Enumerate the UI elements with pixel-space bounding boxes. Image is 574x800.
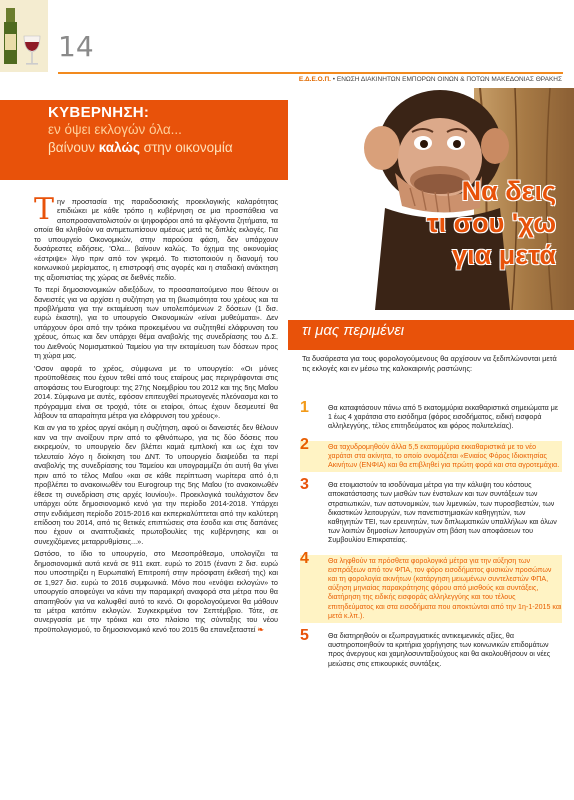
- org-name: • ΕΝΩΣΗ ΔΙΑΚΙΝΗΤΩΝ ΕΜΠΟΡΩΝ ΟΙΝΩΝ & ΠΟΤΩΝ ΜΑΚΕΔΟΝΙΑΣ ΘΡΑΚΗΣ: [332, 76, 562, 83]
- paragraph-1-text: ην προστασία της παραδοσιακής προεκλογικής καλαρότητας επιδιώκει με κάθε τρόπο η κυβέρνηση σε μια προσπάθεια να αποπροσανατολιστούν οι ψηφοφόροι από τα φλέγοντα ζητήματα, τα οποία θα κληθούν να αντιμετωπίσουν αμέσως μετά τις διπλές εκλογές. Για το υπουργείο Οικονομικών, στην παρούσα φάση, δεν υπάρχουν δυσάρεστες ειδήσεις. 'Ολα... βαίνουν καλώς. Το όχημα της οικονομίας «έστριψε» λίγο πριν από τον γκρεμό. Το πιστοποιούν η διανομή του κοινωνικού μερίσματος, η επιστροφή στις αγορές και η σταδιακή ανάκτηση της αξιοπιστίας της χώρας σε διεθνές πεδίο.: [34, 197, 278, 282]
- list-item-number: 5: [300, 627, 309, 645]
- subheadline-2c: στην οικονομία: [139, 140, 233, 155]
- list-item-text: Θα ληφθούν τα πρόσθετα φορολογικά μέτρα για την αύξηση των εισπράξεων από τον ΦΠΑ, τον φόρο εισοδήματος φυσικών προσώπων και τη φορολογία ακινήτων (κατάργηση μειωμένων συντελεστών ΦΠΑ, αύξηση μηνιαίας παρακράτησης φόρου από μισθούς και συντάξεις, διατήρηση της ειδικής εισφοράς αλληλεγγύης και του τέλους επιτηδεύματος και στα εισοδήματα που αποκτώνται από την 1η-1-2015 και μετά κ.λπ.).: [328, 556, 562, 620]
- sidebar-title: τι μας περιμένει: [302, 322, 405, 339]
- list-item-number: 2: [300, 435, 309, 453]
- drop-cap: Τ: [34, 192, 55, 227]
- article-paragraph-2: Το περί δημοσιονομικών αδιεξόδων, το προσαπαιτούμενο που θέτουν οι δανειστές για να αρχίσει η συζήτηση για τη βιωσιμότητα του χρέους και τα προβλήματα για την εκταμίευση των υπολειπόμενων 2 δόσεων (1 δισ. ευρώ έκαστη), για το υπουργείο Οικονομικών «είναι μυθεύματα». Δεν υπάρχουν όροι από την τρόικα προκειμένου να συζητηθεί ελάφρυνση του χρέους, όπως και δεν υπάρχει θέμα αναβολής της συνεδρίασης του Δ.Σ. του Διεθνούς Νομισματικού Ταμείου για την εκταμίευση των δόσεων προς τη χώρα μας.: [34, 285, 278, 361]
- organization-line: [299, 76, 562, 83]
- slogan-line-3: για μετά: [452, 240, 556, 270]
- subheadline-2: [48, 140, 233, 155]
- list-item-number: 1: [300, 399, 309, 416]
- slogan-line-2: τι σου 'χω: [426, 208, 556, 238]
- list-item-text: Θα καταφτάσουν πάνω από 5 εκατομμύρια εκκαθαριστικά σημειώματα με 1 έως 4 χαράτσια στο εισόδημα (φόρος εισοδήματος, ειδική εισφορά αλληλεγγύης, τέλος επιτηδεύματος και φόρος πολυτελείας).: [328, 404, 558, 431]
- org-acronym: Ε.Δ.Ε.Ο.Π.: [298, 76, 331, 83]
- article-paragraph-1: [34, 192, 278, 282]
- list-item: [300, 627, 562, 669]
- list-item-text: Θα διατηρηθούν οι εξωπραγματικές αντικειμενικές αξίες, θα αυστηροποιηθούν τα κριτήρια χορήγησης των κοινωνικών επιδομάτων προς άνεργους και χαμηλοσυνταξιούχους και θα ακολουθήσουν οι νέες μειώσεις στις επικουρικές συντάξεις.: [328, 632, 551, 668]
- headline: ΚΥΒΕΡΝΗΣΗ:: [48, 104, 150, 121]
- list-item: [300, 435, 562, 473]
- article-body: [34, 192, 278, 637]
- sidebar-intro: Τα δυσάρεστα για τους φορολογούμενους θα αρχίσουν να ξεδιπλώνονται μετά τις εκλογές και εν μέσω της καλοκαιρινής ραστώνης:: [302, 354, 557, 373]
- article-paragraph-3: 'Οσον αφορά το χρέος, σύμφωνα με το υπουργείο: «Οι μόνες προϋποθέσεις που έχουν τεθεί από τους εταίρους μας περιγράφονται στις αποφάσεις του Eurogroup: της 27ης Νοεμβρίου του 2012 και της 5ης Μαΐου 2014. Σύμφωνα με αυτές, εφόσον επιτευχθεί πρωτογενές πλεόνασμα και το πρόγραμμα είναι σε τροχιά, τότε οι εταίροι, όπως έχουν δεσμευτεί θα λάβουν τα απαραίτητα μέτρα για ελάφρυνση του χρέους».: [34, 363, 278, 420]
- subheadline-2a: βαίνουν: [48, 140, 99, 155]
- list-item: [300, 549, 562, 623]
- sidebar-list: [300, 399, 562, 678]
- subheadline-1: εν όψει εκλογών όλα...: [48, 122, 182, 137]
- list-item-number: 4: [300, 549, 309, 567]
- list-item-text: Θα ετοιμαστούν τα ισοδύναμα μέτρα για την κάλυψη του κόστους αποκατάστασης των μισθών των ένστολων και των συντάξεων των στρατιωτικών, των αστυνομικών, των λιμενικών, των πυροσβεστών, των δικαστικών λειτουργών, των πανεπιστημιακών καθηγητών, των καθηγητών ΤΕΙ, των ερευνητών, των διπλωματικών υπαλλήλων και όλων των λοιπών δημοσίων λειτουργών στη βάση των αποφάσεων του Συμβουλίου Επικρατείας.: [328, 481, 557, 545]
- article-paragraph-5: [34, 549, 278, 634]
- list-item: [300, 476, 562, 545]
- slogan-line-1: Να δεις: [461, 176, 556, 206]
- wine-bottle-glass-icon: [0, 0, 48, 72]
- subheadline-2-bold: καλώς: [98, 140, 140, 155]
- article-paragraph-4: Και αν για το χρέος αργεί ακόμη η συζήτηση, αφού οι δανειστές δεν θέλουν καν να την ανοίξουν πριν από το φθινόπωρο, για τις δύο δόσεις που εκκρεμούν, το υπουργείο δεν βλέπει καμιά εμπλοκή και ως έχει τον τελευταίο λόγο η διοίκηση του ΔΝΤ. Το υπουργείο διαψεύδει τα περί αναβολής της συνεδρίασης του Ταμείου και υπογραμμίζει ότι αυτή θα γίνει πριν από το τέλος Μαΐου «και σε κάθε περίπτωση νωρίτερα από ό,τι προβλέπει το ανακοινωθέν του Eurogroup της 5ης Μαΐου (το ανακοινωθέν έθεσε τη συνεδρίαση στις αρχές Ιουνίου)». Προεκλογικά τουλάχιστον δεν υπάρχει ούτε δημοσιονομικό κενό για την περίοδο 2014-2018. Υπάρχει στην ενδιάμεση περίοδο 2015-2016 και εκπερκαλύπτεται από την καλύτερη επίδοση του 2014, από τις θετικές επιπτώσεις στα έσοδα και στις δαπάνες που έχουν οι αναπτυξιακές πρωτοβουλίες της κυβέρνησης και οι συνεχιζόμενες μεταρρυθμίσεις...».: [34, 423, 278, 546]
- list-item-text: Θα ταχυδρομηθούν άλλα 5,5 εκατομμύρια εκκαθαριστικά με το νέο χαράτσι στα ακίνητα, το οποίο ονομάζεται «Ενιαίος Φόρος Ιδιοκτησίας Ακινήτων (ΕΝΦΙΑ) και θα επιβληθεί για πρώτη φορά και στα αγροτεμάχια.: [328, 442, 560, 470]
- page-number: 14: [58, 30, 94, 63]
- list-item-number: 3: [300, 476, 309, 494]
- list-item: [300, 399, 562, 432]
- header-rule: [58, 72, 563, 74]
- end-mark-icon: ❧: [257, 624, 264, 634]
- paragraph-5-text: Ωστόσο, το ίδιο το υπουργείο, στο Μεσοπρόθεσμο, υπολογίζει τα δημοσιονομικά αυτά κενά σε 911 εκατ. ευρώ το 2015 (έναντι 2 δισ. ευρώ που υποστηρίζει η Ευρωπαϊκή Επιτροπή στην πρόσφατη έκθεσή της) και σε 1,927 δισ. ευρώ το 2016 συμφωνικά. Μόνο που «ενόψει εκλογών» το υπουργείο αποφεύγει να κάνει την παραμικρή αναφορά στα μέτρα που θα απαιτηθούν για να καλυφθεί αυτό το κενό. Οι φορολογούμενοι θα μάθουν τα μέτρα κατόπιν εκλογών. Συγκεκριμένα τον Σεπτέμβριο. Τότε, σε συνεργασία με την τρόικα και στο πλαίσιο της σύνταξης του νέου προϋπολογισμού, το δημοσιονομικό κενό του 2015 θα επανεξεταστεί: [34, 549, 278, 634]
